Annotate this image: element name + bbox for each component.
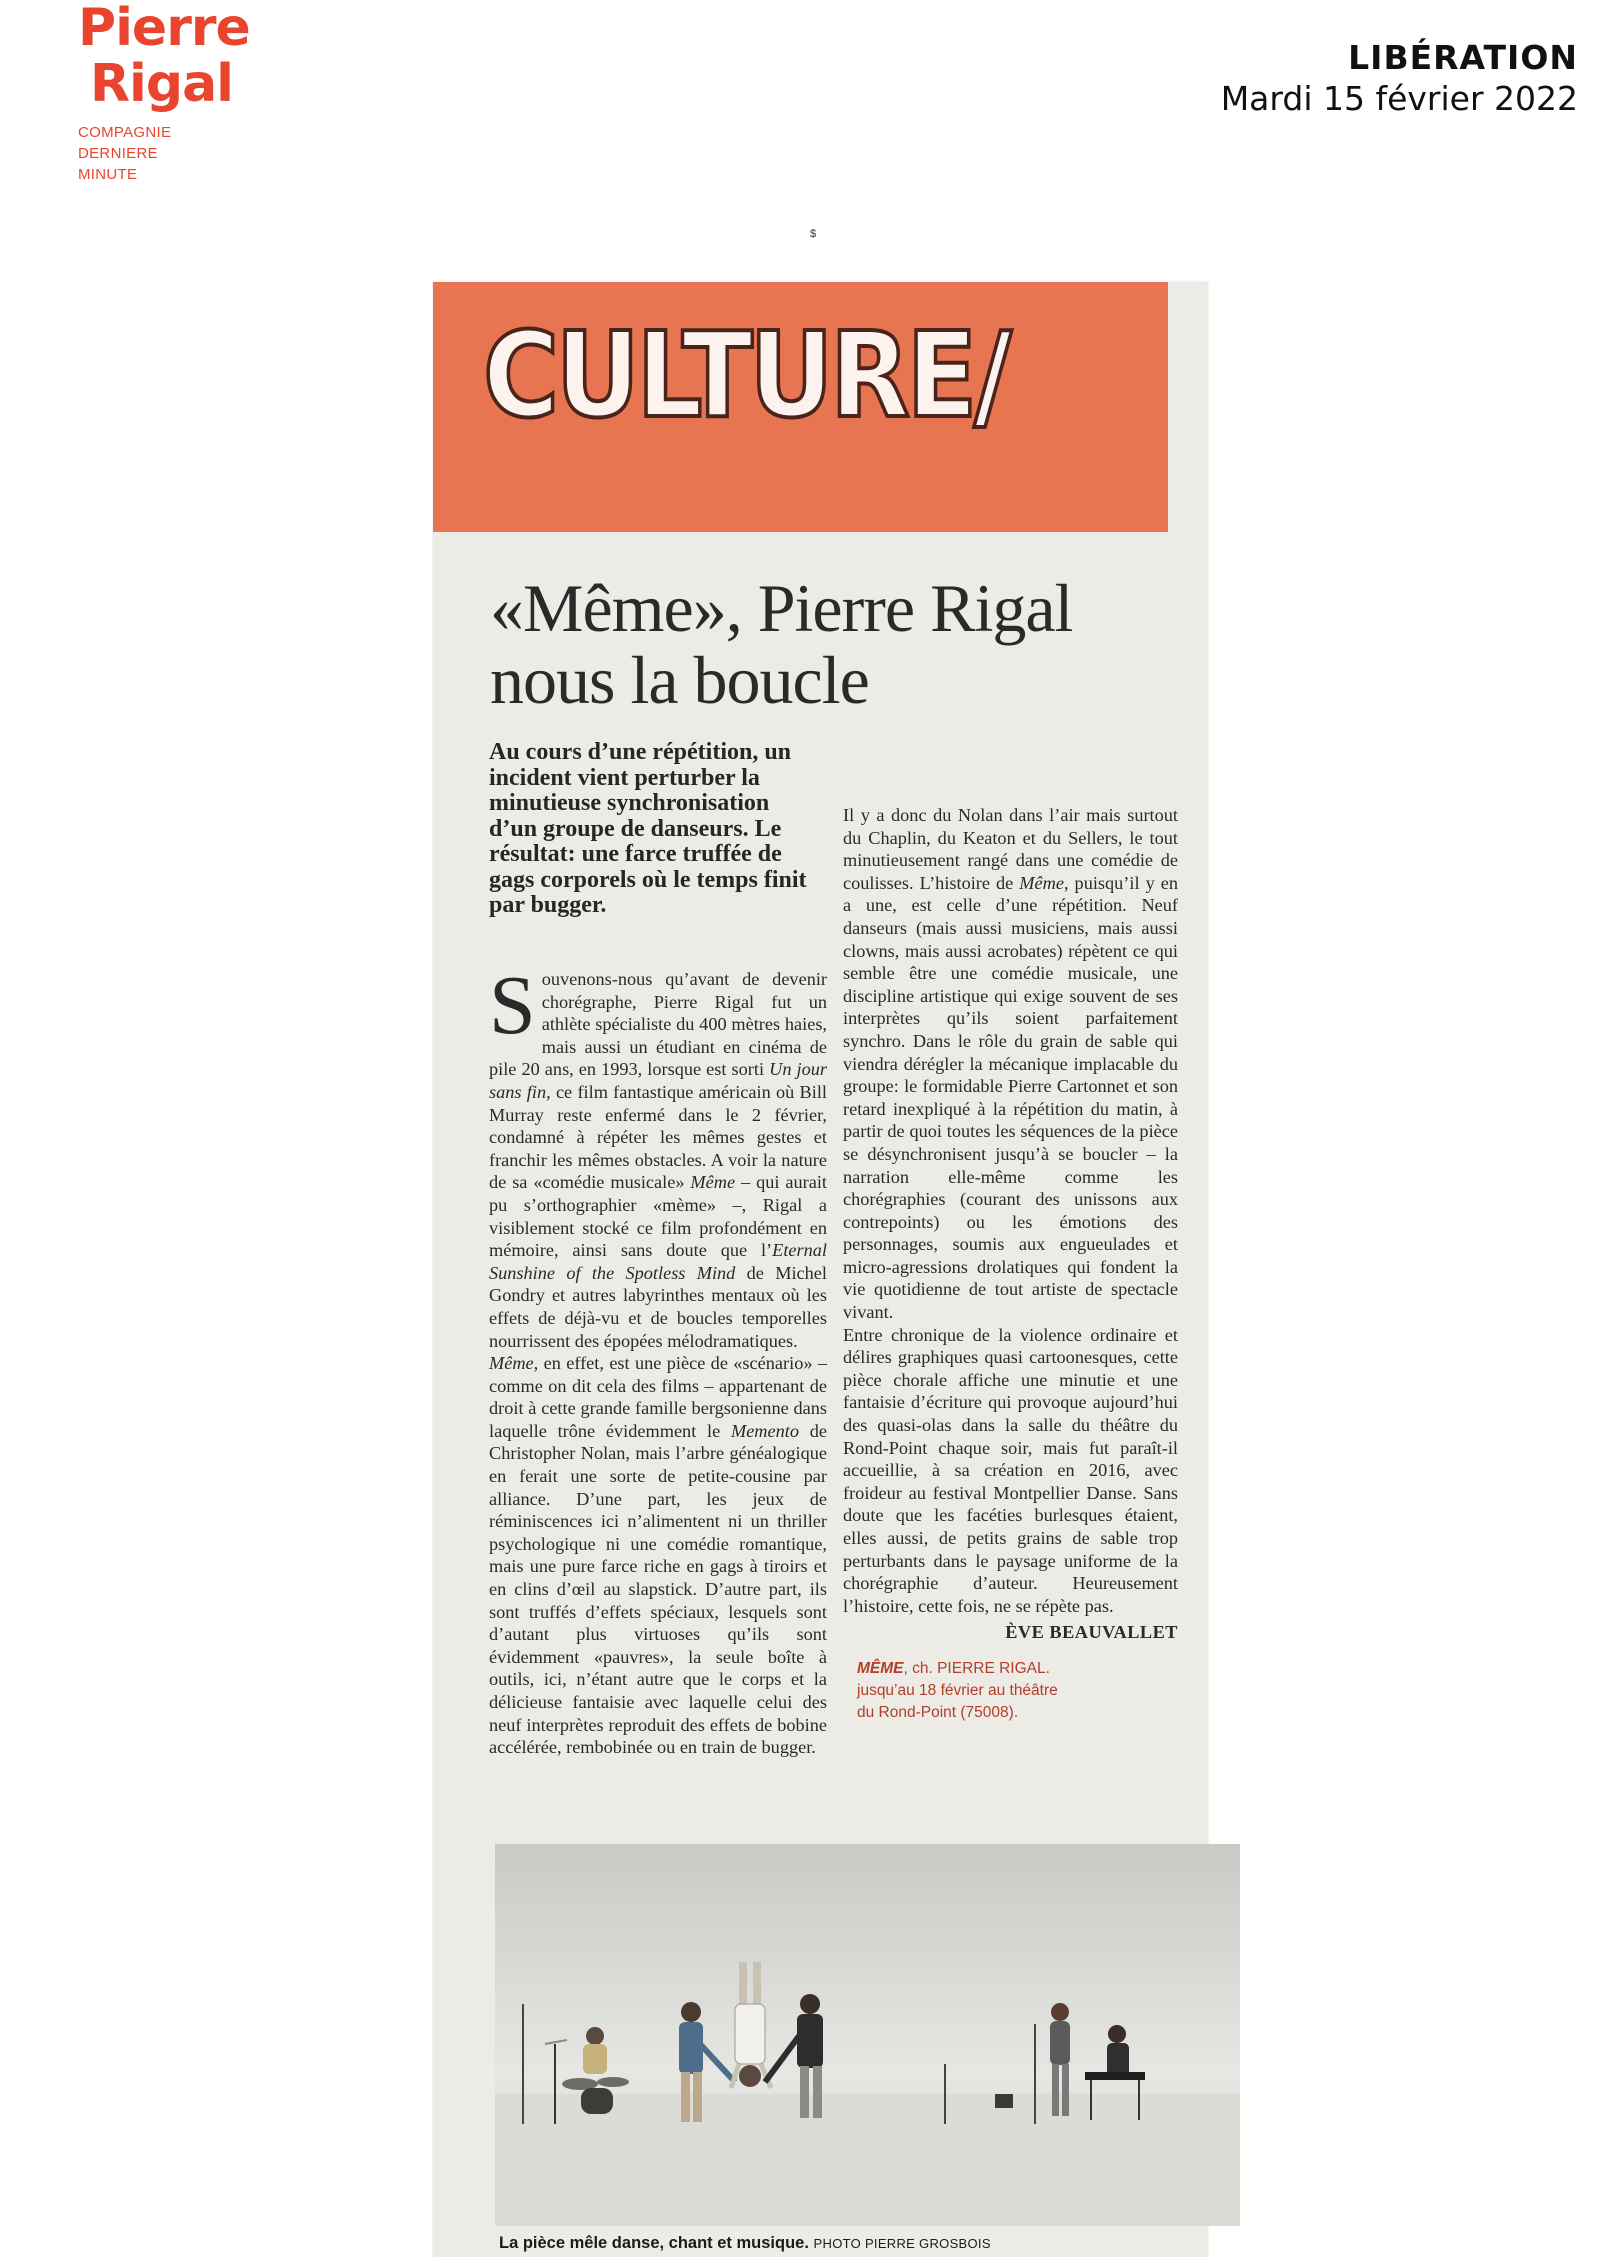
photo-credit: PHOTO PIERRE GROSBOIS (813, 2236, 991, 2251)
publication-date: Mardi 15 février 2022 (1220, 79, 1578, 118)
brand-sub-line3: MINUTE (78, 166, 138, 183)
brand-name-line1: Pierre (78, 0, 250, 58)
photo-caption: La pièce mêle danse, chant et musique. PHOTO PIERRE GROSBOIS (499, 2234, 991, 2252)
page-mark: $ (810, 228, 817, 240)
article-column-right (843, 740, 1178, 1724)
newspaper-clipping (433, 282, 1208, 2257)
publication-name: LIBÉRATION (1348, 38, 1578, 77)
article-headline: «Même», Pierre Rigal nous la boucle (490, 570, 1073, 718)
article-column-left (489, 739, 828, 1759)
paragraph-4: Entre chronique de la violence ordinaire et délires graphiques quasi cartoonesques, cette pièce chorale affiche une minutie et une fantaisie d’écriture qui provoque aujourd’hui des quasi-olas dans la salle du théâtre du Rond-Point chaque soir, mais fut paraît-il accueillie, à sa création en 2016, avec froideur au festival Montpellier Danse. Sans doute que les facéties burlesques étaient, elles aussi, de petits grains de sable trop perturbants dans le paysage uniforme de la chorégraphie d’auteur. Heureusement l’histoire, cette fois, ne se répète pas. (843, 1324, 1178, 1616)
section-band (433, 282, 1168, 532)
paragraph-3: Il y a donc du Nolan dans l’air mais surtout du Chaplin, du Keaton et du Sellers, le tout minutieusement rangé dans une comédie de coulisses. L’histoire de Même, puisqu’il y en a une, est celle d’une répétition. Neuf danseurs (mais aussi musiciens, mais aussi clowns, mais aussi acrobates) répètent ce qui semble être une comédie musicale, une discipline artistique qui exige souvent de ses interprètes qu’ils soient parfaitement synchro. Dans le rôle du grain de sable qui viendra dérégler la mécanique implacable du groupe: le formidable Pierre Cartonnet et son retard inexpliqué à la répétition du matin, à partir de quoi toutes les séquences de la pièce se désynchronisent jusqu’à se boucler – la narration elle-même comme les chorégraphies (courant des unissons aux contrepoints) ou les émotions des personnages, soumis aux engueulades et micro-agressions drolatiques qui fondent la vie quotidienne de tout artiste de spectacle vivant. (843, 805, 1178, 1323)
show-info-line2: jusqu’au 18 février au théâtre (857, 1681, 1058, 1699)
author-signature: ÈVE BEAUVALLET (1005, 1622, 1178, 1643)
section-title: CULTURE/ (483, 306, 1009, 444)
brand-sub-line2: DERNIERE (78, 145, 158, 162)
paragraph-1: Souvenons-nous qu’avant de devenir chorégraphe, Pierre Rigal fut un athlète spécialiste du 400 mètres haies, mais aussi un étudiant en cinéma de pile 20 ans, en 1993, lorsque est sorti Un jour sans fin, ce film fantastique américain où Bill Murray reste enfermé dans le 2 février, condamné à répéter les mêmes gestes et franchir les mêmes obstacles. A voir la nature de sa «comédie musicale» Même – qui aurait pu s’orthographier «mème» –, Rigal a visiblement stocké ce film profondément en mémoire, ainsi sans doute que l’Eternal Sunshine of the Spotless Mind de Michel Gondry et autres labyrinthes mentaux où les effets de déjà-vu et de boucles temporelles nourrissent des épopées mélodramatiques. (489, 959, 828, 1351)
brand-name-line2: Rigal (90, 54, 234, 114)
paragraph-2: Même, en effet, est une pièce de «scénario» – comme on dit cela des films – appartenant de droit à cette grande famille bergsonienne dans laquelle trône évidemment le Memento de Christopher Nolan, mais l’arbre généalogique en ferait une sorte de petite-cousine par alliance. D’une part, les jeux de réminiscences ici n’alimentent ni un thriller psychologique ni une comédie romantique, mais une pure farce riche en gags à tiroirs et en clins d’œil au slapstick. D’autre part, ils sont truffés d’effets spéciaux, lesquels sont d’autant plus virtuoses qu’ils sont évidemment «pauvres», la seule boîte à outils, ici, n’étant autre que le corps et la délicieuse fantaisie avec laquelle celui des neuf interprètes reproduit des effets de bobine accélérée, rembobinée ou en train de bugger. (489, 1353, 828, 1758)
brand-logo (78, 0, 250, 185)
drop-cap: S (489, 959, 536, 1052)
show-info-line1: MÊME, ch. PIERRE RIGAL. (857, 1659, 1050, 1677)
article-standfirst: Au cours d’une répétition, un incident vient perturber la minutieuse synchronisation d’un groupe de danseurs. Le résultat: une farce truffée de gags corporels où le temps finit par bugger. (489, 739, 807, 918)
brand-subtitle (78, 122, 250, 185)
stage-photo-image (495, 1844, 1240, 2226)
show-info (843, 1658, 1178, 1724)
publication-header (1221, 38, 1578, 120)
brand-sub-line1: COMPAGNIE (78, 124, 172, 141)
brand-name (78, 0, 250, 112)
show-info-line3: du Rond-Point (75008). (857, 1703, 1019, 1721)
stage-photo (495, 1844, 1240, 2226)
